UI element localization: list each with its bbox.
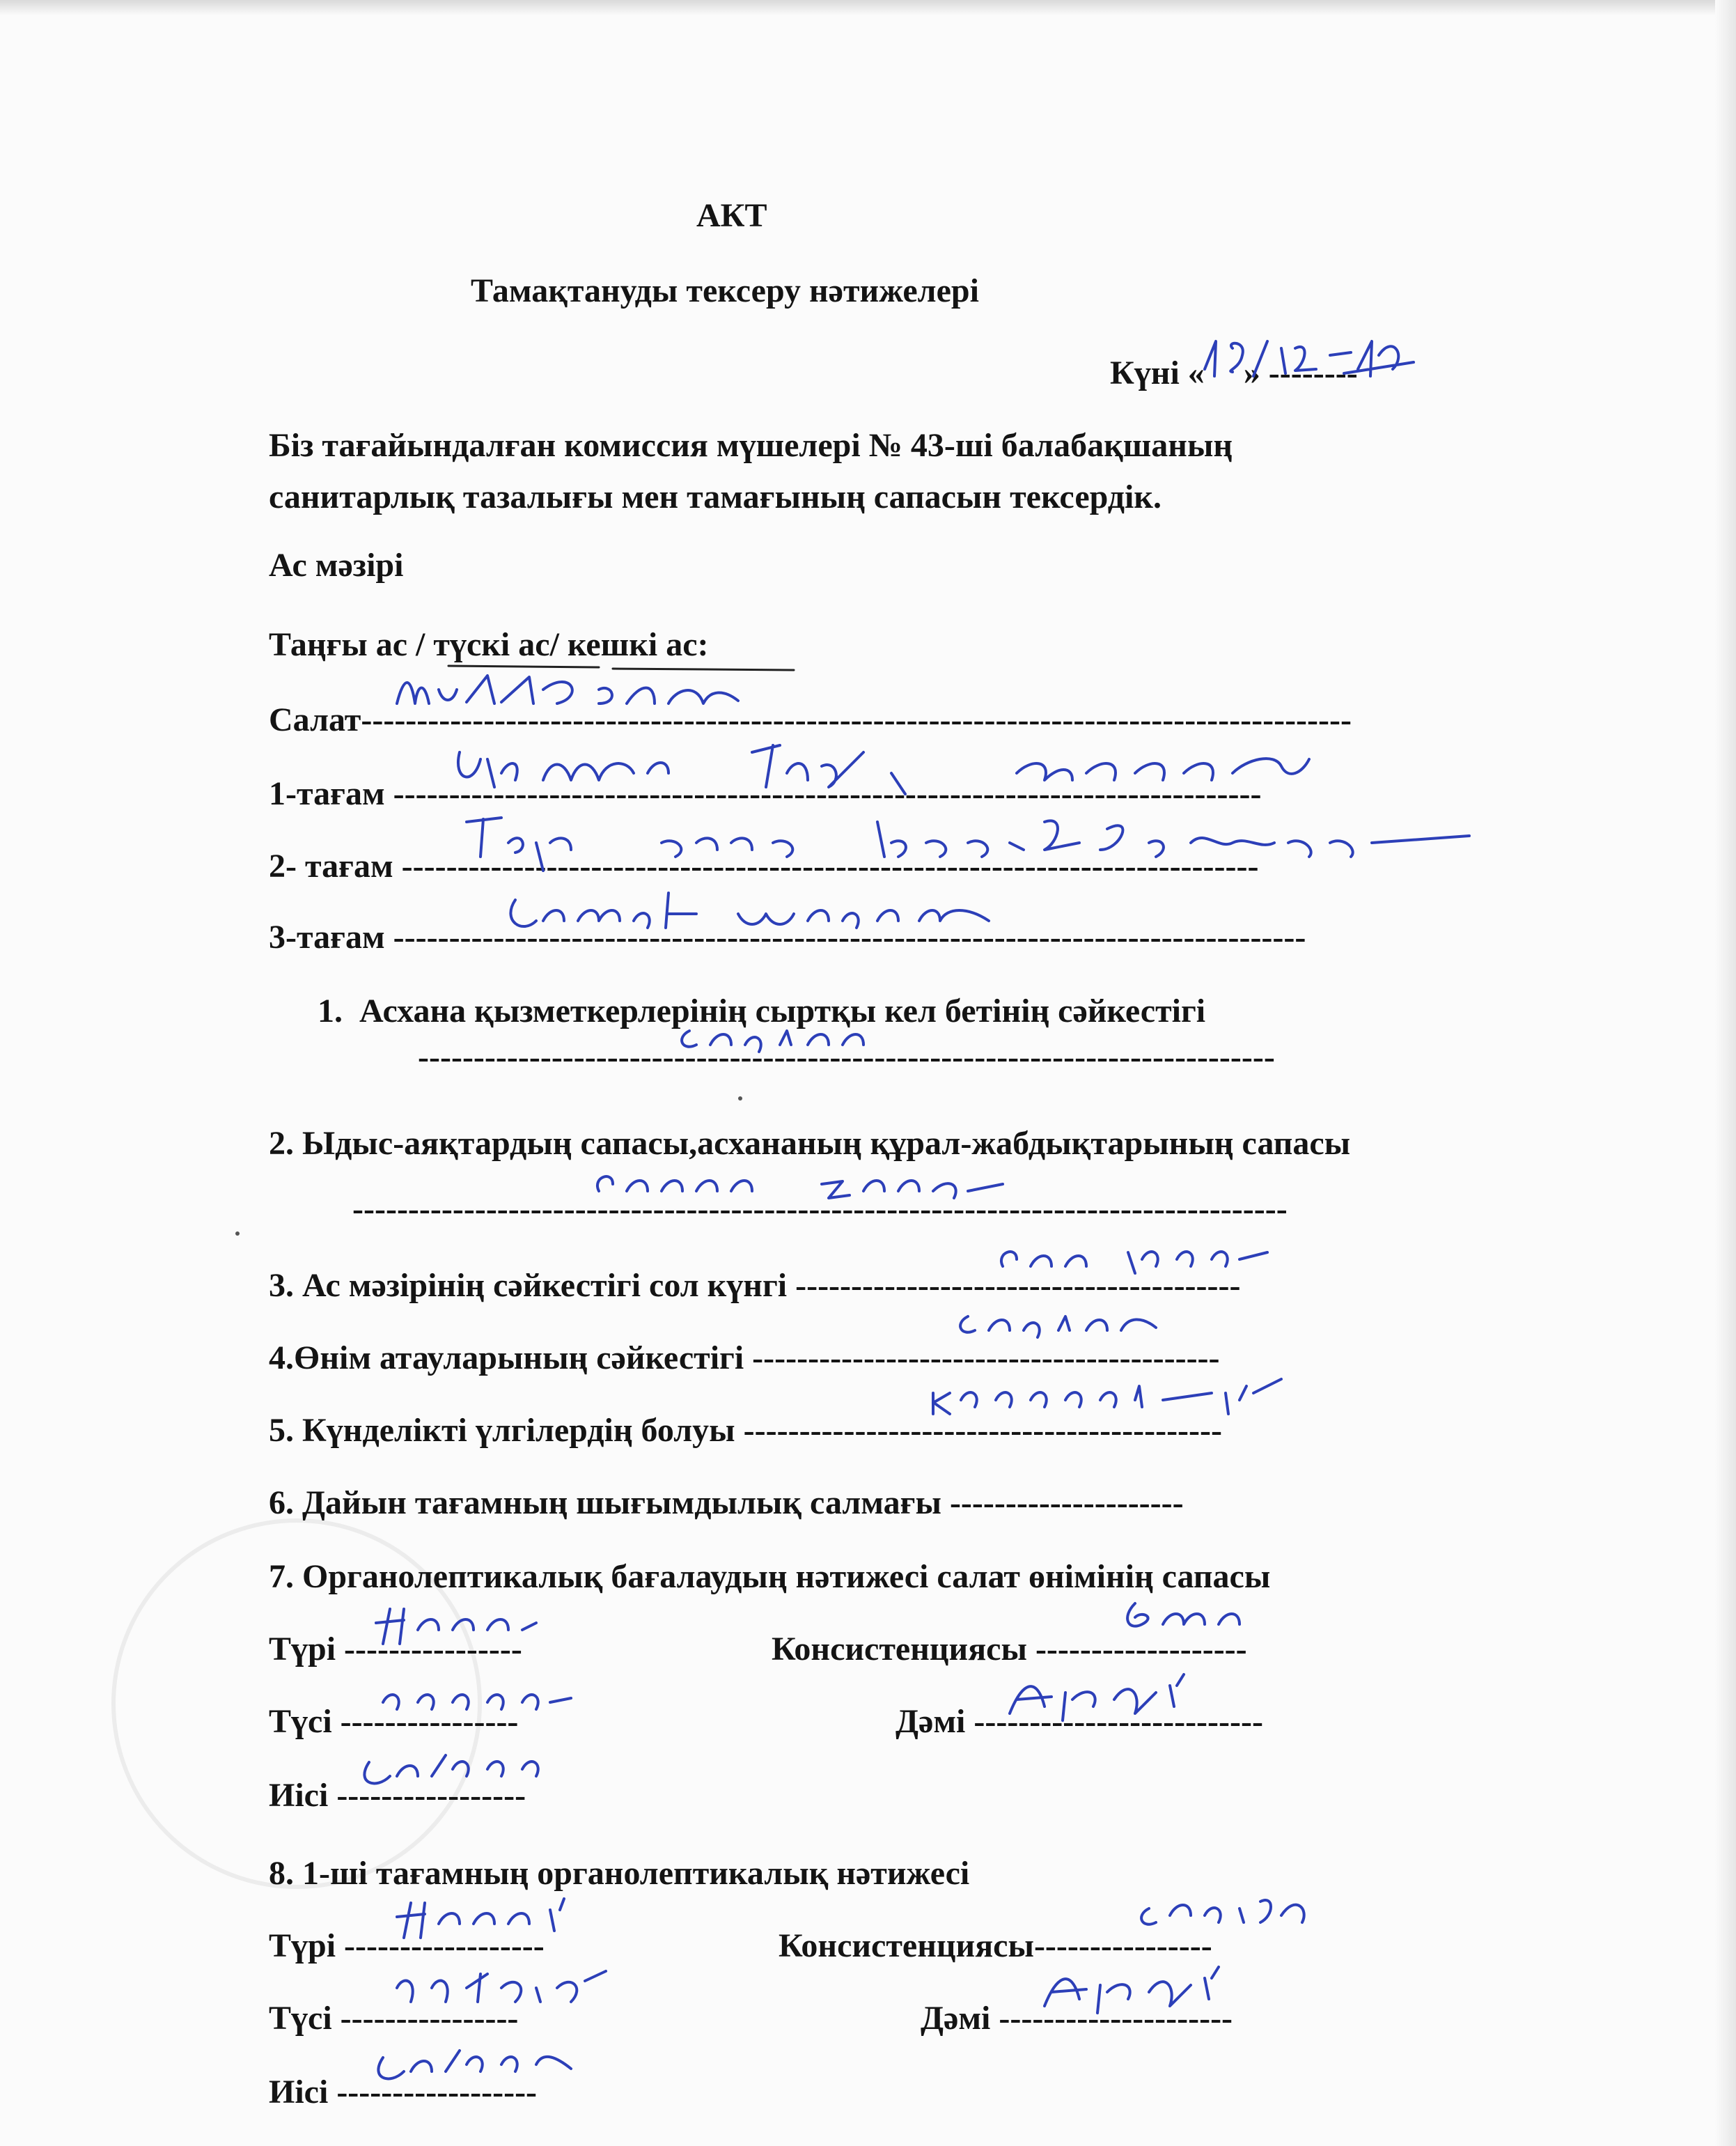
date-close: »	[1243, 355, 1260, 391]
handwritten-date	[1184, 327, 1421, 390]
handwritten-s8-taste	[1031, 1957, 1240, 2027]
handwritten-s7-type	[369, 1595, 557, 1658]
scan-edge-top	[0, 0, 1736, 15]
handwritten-check-3	[989, 1231, 1281, 1287]
menu-item-salad: Салат-----------------------------------------------------------------------------------------	[269, 701, 1352, 738]
meals-line: Таңғы ас / түскі ас/ кешкі ас:	[269, 626, 709, 663]
s7-taste: Дәмі --------------------------	[896, 1703, 1263, 1740]
handwritten-second-course	[453, 808, 1497, 885]
date-dashes: --------	[1268, 355, 1358, 391]
s7-color: Түсі ----------------	[269, 1703, 519, 1740]
menu-item-first-course: 1-тағам ------------------------------------------------------------------------------	[269, 775, 1262, 812]
intro-line-2: санитарлық тазалығы мен тамағының сапасын тексердік.	[269, 479, 1162, 515]
menu-item-third-course: 3-тағам ----------------------------------------------------------------------------------	[269, 919, 1306, 956]
section-8-heading: 8. 1-ші тағамның органолептикалық нәтижесі	[269, 1855, 970, 1892]
document-subtitle: Тамақтануды тексеру нәтижелері	[471, 272, 979, 309]
s8-type: Түрі ------------------	[269, 1927, 545, 1964]
intro-line-1: Біз тағайындалған комиссия мүшелері № 43-ші балабақшаның	[269, 427, 1233, 464]
handwritten-s7-smell	[355, 1741, 557, 1797]
handwritten-check-5	[919, 1372, 1309, 1428]
s8-smell: Иісі ------------------	[269, 2074, 538, 2110]
scan-speck	[235, 1231, 240, 1236]
handwritten-s8-type	[390, 1889, 599, 1952]
handwritten-s8-color	[383, 1960, 620, 2023]
menu-item-second-course: 2- тағам -----------------------------------------------------------------------------	[269, 848, 1259, 885]
menu-heading: Ас мәзірі	[269, 547, 404, 584]
check-4: 4.Өнім атауларының сәйкестігі ------------------------------------------	[269, 1339, 1220, 1376]
check-1-label: 1. Асхана қызметкерлерінің сыртқы кел бетінің сәйкестігі	[318, 993, 1206, 1029]
s7-smell: Иісі -----------------	[269, 1777, 526, 1814]
s8-color: Түсі ----------------	[269, 2000, 519, 2037]
check-1-dashes: -----------------------------------------------------------------------------	[418, 1039, 1275, 1075]
handwritten-third-course	[501, 879, 1003, 949]
handwritten-salad	[390, 662, 752, 717]
handwritten-check-4	[947, 1303, 1170, 1351]
date-label: Күні «	[1110, 355, 1205, 391]
handwritten-check-1	[668, 1017, 891, 1066]
handwritten-s7-taste	[996, 1665, 1219, 1734]
handwritten-s7-consistency	[1114, 1589, 1267, 1645]
section-7-heading: 7. Органолептикалық бағалаудың нәтижесі салат өнімінің сапасы	[269, 1558, 1271, 1595]
s8-consistency: Консистенциясы----------------	[779, 1927, 1212, 1964]
document-title: АКТ	[696, 197, 767, 234]
scan-edge-right	[1715, 0, 1736, 2146]
check-6: 6. Дайын тағамның шығымдылық салмағы ---------------------	[269, 1484, 1184, 1521]
s7-type: Түрі ----------------	[269, 1631, 522, 1667]
check-5: 5. Күнделікті үлгілердің болуы -------------------------------------------	[269, 1412, 1222, 1449]
handwritten-s7-color	[369, 1674, 578, 1723]
check-2-dashes: ------------------------------------------------------------------------------------	[352, 1190, 1288, 1227]
check-2-label: 2. Ыдыс-аяқтардың сапасы,асхананың құрал-жабдықтарының сапасы	[269, 1125, 1351, 1162]
handwritten-first-course	[446, 731, 1323, 808]
handwritten-check-2	[585, 1156, 1017, 1212]
scan-speck	[738, 1096, 742, 1101]
s8-taste: Дәмі ---------------------	[921, 2000, 1233, 2037]
check-3: 3. Ас мәзірінің сәйкестігі сол күнгі ----------------------------------------	[269, 1267, 1241, 1304]
s7-consistency: Консистенциясы -------------------	[772, 1631, 1247, 1667]
handwritten-s8-smell	[369, 2037, 578, 2092]
handwritten-s8-consistency	[1128, 1881, 1323, 1943]
